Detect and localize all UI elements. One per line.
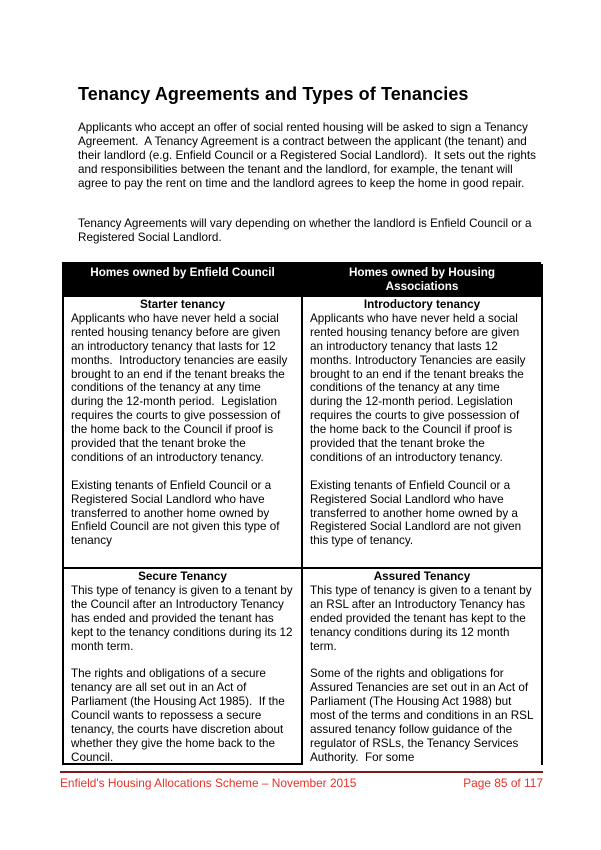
cell-heading: Secure Tenancy xyxy=(138,570,227,583)
table-cell-introductory-tenancy xyxy=(303,297,543,569)
cell-paragraph: This type of tenancy is given to a tenant by the Council after an Introductory Tenancy has ended and provided the tenant has kept to the tenancy conditions during its 12 month term. xyxy=(71,583,296,653)
intro-paragraph: Applicants who accept an offer of social rented housing will be asked to sign a Tenancy Agreement. A Tenancy Agreement is a contract between the applicant (the tenant) and their landlord (e.g. Enfield Council or a Registered Social Landlord). It sets out the rights and responsibilities between the tenant and the landlord, for example, the tenant will agree to pay the rent on time and the landlord agrees to keep the home in good repair. xyxy=(78,121,540,190)
cell-paragraph: Existing tenants of Enfield Council or a Registered Social Landlord who have transferred to another home owned by Enfield Council are not given this type of tenancy xyxy=(71,478,283,548)
page-title: Tenancy Agreements and Types of Tenancies xyxy=(78,84,469,104)
cell-heading: Assured Tenancy xyxy=(373,570,471,583)
footer-page-number: Page 85 of 117 xyxy=(463,776,543,790)
cell-paragraph: Some of the rights and obligations for Assured Tenancies are set out in an Act of Parliament (The Housing Act 1988) but most of the terms and conditions in an RSL assured tenancy follow guidance of the regulator of RSLs, the Tenancy Services Authority. For some xyxy=(310,667,537,764)
intro-paragraph: Tenancy Agreements will vary depending on whether the landlord is Enfield Council or a Registered Social Landlord. xyxy=(78,217,535,244)
cell-paragraph: Applicants who have never held a social rented housing tenancy before are given an introductory tenancy that lasts for 12 months. Introductory tenancies are easily brought to an end if the tenant breaks the conditions of the tenancy at any time during the 12-month period. Legislation requires the courts to give possession of the home back to the Council if proof is provided that the tenant broke the conditions of an introductory tenancy. xyxy=(71,311,291,464)
table-cell-assured-tenancy xyxy=(303,569,543,765)
table-cell-starter-tenancy xyxy=(64,297,303,569)
table-header-enfield-council xyxy=(64,264,303,297)
cell-heading: Introductory tenancy xyxy=(363,298,481,311)
tenancy-comparison-table xyxy=(62,262,541,765)
cell-paragraph: Existing tenants of Enfield Council or a Registered Social Landlord who have transferred to another home owned by a Registered Social Landlord are not given this type of tenancy. xyxy=(310,478,525,548)
table-header-housing-associations xyxy=(303,264,543,297)
cell-heading: Starter tenancy xyxy=(139,298,226,311)
cell-paragraph: Applicants who have never held a social rented housing tenancy before are given an introductory tenancy that lasts 12 months. Introductory Tenancies are easily brought to an end if the tenant breaks the conditions of the tenancy at any time during the 12-month period. Legislation requires the courts to give possession of the home back to the Council if proof is provided that the tenant broke the conditions of an introductory tenancy. xyxy=(310,311,529,464)
footer-document-title: Enfield's Housing Allocations Scheme – November 2015 xyxy=(60,776,357,790)
cell-paragraph: The rights and obligations of a secure tenancy are all set out in an Act of Parliament (the Housing Act 1985). If the Council wants to repossess a secure tenancy, the courts have discretion about whether they give the home back to the Council. xyxy=(71,667,288,764)
page-footer xyxy=(60,771,543,790)
cell-paragraph: This type of tenancy is given to a tenant by an RSL after an Introductory Tenancy has ended provided the tenant has kept to the tenancy conditions during its 12 month term. xyxy=(310,583,535,653)
table-header-label: Homes owned by Enfield Council xyxy=(90,266,275,279)
table-header-label: Homes owned by Housing Associations xyxy=(348,266,496,293)
table-cell-secure-tenancy xyxy=(64,569,303,765)
